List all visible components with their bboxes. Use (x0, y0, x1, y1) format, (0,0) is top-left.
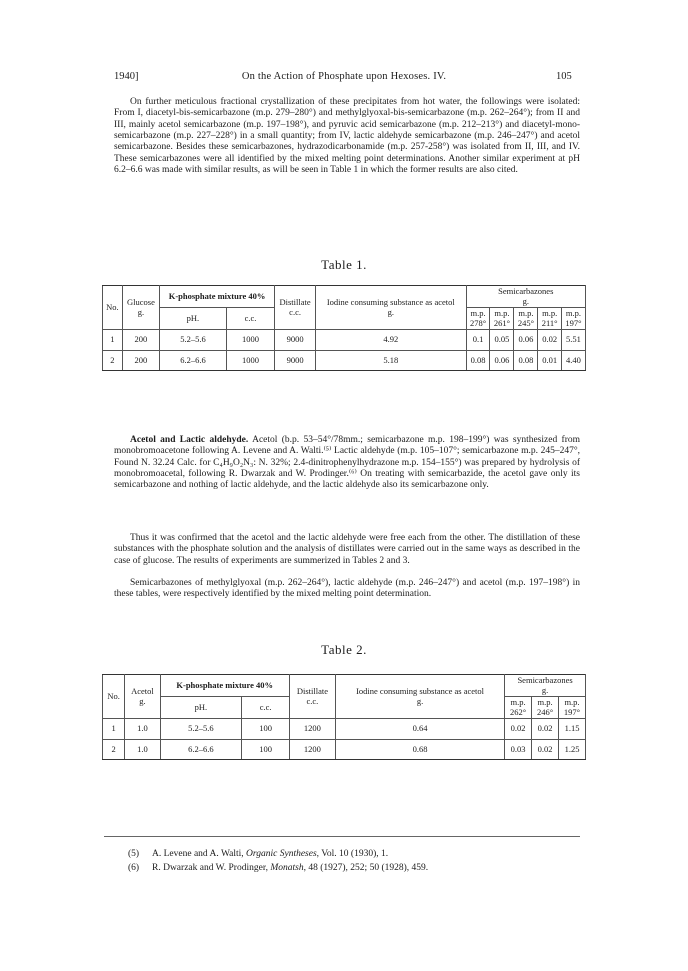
cell-mp: 0.02 (532, 719, 559, 740)
paragraph-acetol-lactic-aldehyde (114, 435, 580, 492)
cell-mp: 4.40 (561, 350, 585, 371)
table-2-header-ph: pH. (160, 697, 242, 719)
mp-label: m.p. (542, 308, 558, 318)
cell-distillate: 9000 (275, 350, 316, 371)
table-1-header-distillate-unit: c.c. (289, 306, 301, 317)
mp-value: 261° (493, 317, 511, 328)
table-2-header-acetol-label: Acetol (131, 686, 154, 696)
table-1-header-cc: c.c. (226, 308, 274, 330)
table-1-header-kphosphate: K-phosphate mixture 40% (160, 286, 275, 308)
table-2-header-iodine-label: Iodine consuming substance as acetol (356, 686, 485, 696)
table-1-header-distillate (275, 286, 316, 330)
mp-value: 211° (541, 317, 558, 328)
cell-cc: 100 (242, 719, 290, 740)
table-1-header-mp (561, 308, 585, 330)
footnote-authors: A. Levene and A. Walti, (152, 849, 247, 859)
cell-iodine: 0.68 (335, 739, 504, 760)
mp-label: m.p. (510, 697, 526, 707)
mp-value: 278° (469, 317, 487, 328)
footnote-reference: , 48 (1927), 252; 50 (1928), 459. (303, 863, 429, 873)
table-2-header-distillate (289, 675, 335, 719)
cell-mp: 0.01 (538, 350, 562, 371)
cell-cc: 1000 (226, 330, 274, 351)
cell-iodine: 4.92 (316, 330, 467, 351)
cell-mp: 0.06 (514, 330, 538, 351)
table-1-header-semicarbazones-unit: g. (522, 295, 529, 306)
cell-no: 1 (103, 330, 123, 351)
mp-value: 197° (563, 706, 581, 717)
table-2-header-no: No. (103, 675, 125, 719)
cell-ph: 5.2–5.6 (160, 719, 242, 740)
cell-ph: 6.2–6.6 (160, 739, 242, 760)
table-row (103, 719, 586, 740)
table-1-header-no: No. (103, 286, 123, 330)
table-1-header-glucose-label: Glucose (126, 297, 155, 307)
table-1-title: Table 1. (321, 257, 367, 272)
table-1-header-iodine-unit: g. (387, 306, 394, 317)
cell-mp: 0.08 (514, 350, 538, 371)
footnote-6 (128, 862, 428, 874)
footnote-number: (6) (128, 863, 140, 873)
table-1-header-mp (538, 308, 562, 330)
table-2-header-kphosphate: K-phosphate mixture 40% (160, 675, 289, 697)
table-2-header-semicarbazones (505, 675, 586, 697)
mp-label: m.p. (564, 697, 580, 707)
table-row (103, 350, 586, 371)
cell-mp: 0.06 (490, 350, 514, 371)
cell-mp: 0.02 (538, 330, 562, 351)
table-2-header-distillate-unit: c.c. (306, 695, 319, 706)
table-1 (102, 285, 586, 371)
table-2-header-distillate-label: Distillate (296, 686, 328, 696)
cell-cc: 1000 (226, 350, 274, 371)
table-1-header-glucose (122, 286, 159, 330)
footnote-5 (128, 848, 388, 860)
page-number: 105 (556, 71, 572, 82)
cell-glucose: 200 (122, 350, 159, 371)
cell-no: 2 (103, 350, 123, 371)
table-2-header-mp (532, 697, 559, 719)
table-2-header-acetol-unit: g. (139, 695, 146, 706)
cell-mp: 0.03 (505, 739, 532, 760)
table-2-header-acetol (125, 675, 160, 719)
table-2-header-mp (559, 697, 586, 719)
mp-label: m.p. (494, 308, 510, 318)
table-1-header-mp (514, 308, 538, 330)
table-1-header-semicarbazones (466, 286, 585, 308)
paragraph-heading: Acetol and Lactic aldehyde. (130, 435, 249, 445)
footnote-divider (104, 836, 580, 837)
cell-ph: 6.2–6.6 (160, 350, 227, 371)
cell-glucose: 200 (122, 330, 159, 351)
cell-mp: 0.05 (490, 330, 514, 351)
cell-mp: 5.51 (561, 330, 585, 351)
cell-iodine: 0.64 (335, 719, 504, 740)
mp-label: m.p. (518, 308, 534, 318)
cell-distillate: 1200 (289, 739, 335, 760)
mp-value: 197° (565, 317, 582, 328)
running-header-title: On the Action of Phosphate upon Hexoses. IV. (241, 71, 447, 82)
table-2-header-cc: c.c. (242, 697, 290, 719)
paragraph-identification: Semicarbazones of methylglyoxal (m.p. 262–264°), lactic aldehyde (m.p. 246–247°) and acetol (m.p. 197–198°) in these tables, were respectively identified by the mixed melting point determination. (114, 578, 580, 600)
footnote-reference: , Vol. 10 (1930), 1. (316, 849, 389, 859)
table-2-title: Table 2. (321, 642, 367, 657)
mp-label: m.p. (537, 697, 553, 707)
cell-no: 2 (103, 739, 125, 760)
table-row (103, 739, 586, 760)
cell-acetol: 1.0 (125, 739, 160, 760)
table-1-header-semicarbazones-label: Semicarbazones (498, 286, 554, 296)
table-1-header-mp (490, 308, 514, 330)
table-2-header-semicarbazones-label: Semicarbazones (517, 675, 573, 685)
table-2-header-iodine (335, 675, 504, 719)
cell-mp: 0.1 (466, 330, 490, 351)
paragraph-crystallization: On further meticulous fractional crystallization of these precipitates from hot water, the followings were isolated: From I, diacetyl-bis-semicarbazone (m.p. 279–280°) and methylglyoxal-bis-semicarbazone (m.p. 262–264°); from II and III, mainly acetol semicarbazone (m.p. 197–198°), and pyruvic acid semicarbazone (m.p. 212–213°) and diacetyl-mono-semicarbazone (m.p. 227–228°) in a small quantity; from IV, lactic aldehyde semicarbazone (m.p. 246–247°) and acetol semicarbazone. Besides these semicarbazones, hydrazodicarbonamide (m.p. 257-258°) was isolated from II, III, and IV. These semicarbazones were all identified by the mixed melting point determinations. Another similar experiment at pH 6.2–6.6 was made with similar results, as will be seen in Table 1 in which the former results are also cited. (114, 97, 580, 176)
mp-value: 246° (536, 706, 554, 717)
paragraph-confirmation: Thus it was confirmed that the acetol and the lactic aldehyde were free each from the other. The distillation of these substances with the phosphate solution and the analysis of distillates were carried out in the same ways as described in the case of glucose. The results of experiments are summerized in Tables 2 and 3. (114, 533, 580, 566)
mp-label: m.p. (470, 308, 486, 318)
table-1-header-distillate-label: Distillate (279, 297, 311, 307)
cell-distillate: 9000 (275, 330, 316, 351)
running-header-year: 1940] (114, 71, 139, 82)
table-row (103, 330, 586, 351)
mp-label: m.p. (565, 308, 582, 318)
paragraph-body: Acetol (b.p. 53–54°/78mm.; semicarbazone m.p. 198–199°) was synthesized from monobromoacetone following A. Levene and A. Walti.⁽⁵⁾ Lactic aldehyde (m.p. 105–107°; semicarbazone m.p. 245–247°, Found N. 32.24 Calc. for C₄H₉O₂N₃: N. 32%; 2.4-dinitrophenylhydrazone m.p. 154–155°) was prepared by hydrolysis of monobromoacetal, following R. Dwarzak and W. Prodinger.⁽⁶⁾ On treating with semicarbazide, the acetol gave only its semicarbazone and nothing of lactic aldehyde, and the lactic aldehyde also its semicarbazone only. (114, 435, 580, 491)
table-1-header-iodine (316, 286, 467, 330)
cell-mp: 1.25 (559, 739, 586, 760)
cell-mp: 0.02 (505, 719, 532, 740)
table-2-header-semicarbazones-unit: g. (541, 684, 549, 695)
table-1-header-glucose-unit: g. (137, 306, 145, 317)
cell-iodine: 5.18 (316, 350, 467, 371)
footnote-journal: Organic Syntheses (246, 849, 317, 859)
table-2-header-mp (505, 697, 532, 719)
cell-cc: 100 (242, 739, 290, 760)
cell-acetol: 1.0 (125, 719, 160, 740)
footnote-number: (5) (128, 849, 140, 859)
cell-ph: 5.2–5.6 (160, 330, 227, 351)
cell-distillate: 1200 (289, 719, 335, 740)
cell-mp: 1.15 (559, 719, 586, 740)
table-2 (102, 674, 586, 760)
table-1-header-iodine-label: Iodine consuming substance as acetol (326, 297, 455, 307)
table-1-header-mp (466, 308, 490, 330)
table-2-header-iodine-unit: g. (416, 695, 424, 706)
table-1-header-ph: pH. (160, 308, 227, 330)
mp-value: 245° (517, 317, 534, 328)
mp-value: 262° (510, 706, 527, 717)
footnote-authors: R. Dwarzak and W. Prodinger, (152, 863, 271, 873)
cell-no: 1 (103, 719, 125, 740)
cell-mp: 0.08 (466, 350, 490, 371)
cell-mp: 0.02 (532, 739, 559, 760)
footnote-journal: Monatsh (270, 863, 304, 873)
